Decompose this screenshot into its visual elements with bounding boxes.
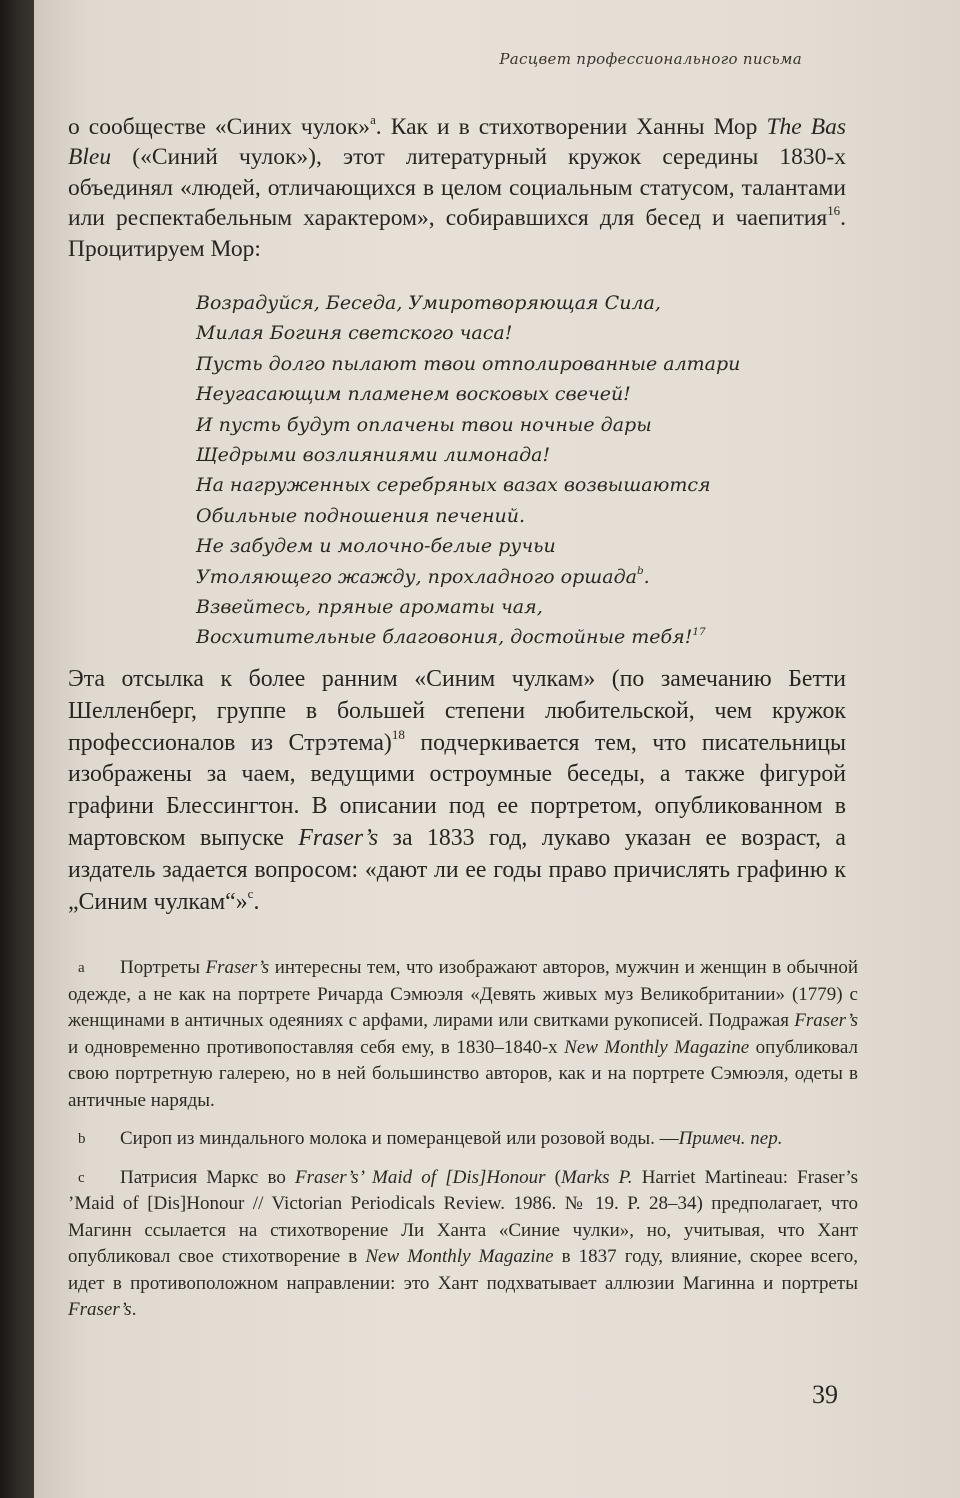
- italic-text: Примеч. пер.: [678, 1128, 783, 1149]
- work-title: The Bas Bleu: [68, 114, 846, 171]
- text: опубликовал свою портретную галерею, но в ней большинство авторов, как и на портрете Сэмюэля, одеты в античные наряды.: [68, 1036, 858, 1111]
- poem-line: И пусть будут оплачены твои ночные дары: [196, 413, 652, 436]
- text: .: [643, 565, 650, 588]
- text: («Синий чулок»), этот литературный кружок середины 1830-х объединял «людей, отличающихся в целом социальным статусом, талантами или респектабельным характером», собиравшихся для бесед и чаепития: [68, 144, 846, 232]
- book-page: [34, 0, 960, 1498]
- footnote-c: [68, 1165, 858, 1324]
- poem-line: Неугасающим пламенем восковых свечей!: [196, 383, 631, 406]
- text: о сообществе «Синих чулок»: [68, 114, 371, 140]
- footnote-ref-a: a: [370, 111, 376, 127]
- footnote-mark: c: [78, 1169, 85, 1186]
- footnotes: [68, 955, 858, 1336]
- endnote-ref-16: 16: [827, 203, 841, 219]
- text: (: [545, 1166, 561, 1188]
- footnote-ref-b: b: [636, 565, 644, 578]
- italic-text: Marks P.: [560, 1166, 633, 1188]
- text: за 1833 год, лукаво указан ее возраст, а издатель задается вопросом: «дают ли ее годы право причислять графиню к „Синим чулкам“»: [68, 824, 846, 915]
- footnote-ref-c: c: [247, 886, 254, 902]
- text: в 1837 году, влияние, скорее всего, идет в противоположном направлении: это Хант подхватывает аллюзии Магинна и портреты: [68, 1246, 859, 1294]
- text: и одновременно противопоставляя себя ему, в 1830–1840-х: [68, 1036, 565, 1058]
- poem-line: На нагруженных серебряных вазах возвышаются: [196, 474, 711, 497]
- italic-text: Fraser’s’ Maid of [Dis]Honour: [294, 1166, 546, 1188]
- footnote-mark: a: [78, 960, 85, 976]
- text: .: [253, 888, 260, 915]
- poem-line: Милая Богиня светского часа!: [196, 322, 513, 345]
- book-spine-shadow: [0, 0, 34, 1498]
- poem-line: Не забудем и молочно-белые ручьи: [196, 535, 556, 558]
- text: Эта отсылка к более ранним «Синим чулкам» (по замечанию Бетти Шелленберг, группе в большей степени любительской, чем кружок профессионалов из Стрэтема): [68, 666, 846, 756]
- footnote-a: [68, 955, 858, 1114]
- poem-line: [196, 622, 836, 652]
- footnote-mark: b: [78, 1131, 86, 1147]
- text: Патрисия Маркс во: [120, 1166, 295, 1188]
- footnote-b: [68, 1126, 858, 1153]
- poem-line: Возрадуйся, Беседа, Умиротворяющая Сила,: [196, 292, 661, 314]
- poem-line: Взвейтесь, пряные ароматы чая,: [196, 596, 543, 619]
- text: . Процитируем Мор:: [68, 205, 846, 262]
- italic-text: New Monthly Magazine: [365, 1246, 554, 1267]
- text: подчеркивается тем, что писательницы изображены за чаем, ведущими остроумные беседы, а также фигурой графини Блессингтон. В описании под ее портретом, опубликованном в мартовском выпуске: [68, 729, 846, 851]
- paragraph-2: [68, 664, 846, 918]
- text: Портреты: [120, 957, 206, 978]
- page-number: 39: [812, 1380, 838, 1409]
- italic-text: Fraser’s: [68, 1299, 132, 1320]
- poem-line: Пусть долго пылают твои отполированные алтари: [196, 352, 741, 375]
- poem-quote: [196, 288, 836, 653]
- text: .: [131, 1299, 137, 1320]
- work-title: Fraser’s: [298, 824, 379, 851]
- text: Утоляющего жажду, прохладного оршада: [196, 565, 637, 588]
- poem-line: [196, 562, 836, 592]
- italic-text: Fraser’s: [794, 1010, 858, 1031]
- text: . Как и в стихотворении Ханны Мор: [375, 114, 767, 140]
- paragraph-1: [68, 112, 846, 264]
- endnote-ref-18: 18: [391, 727, 405, 743]
- poem-line: Обильные подношения печений.: [196, 504, 525, 527]
- text: Сироп из миндального молока и померанцевой или розовой воды. —: [120, 1128, 679, 1149]
- text: Harriet Martineau: Fraser’s ’Maid of [Dis]Honour // Victorian Periodicals Review. 1986. № 19. P. 28–34) предполагает, что Магинн ссылается на стихотворение Ли Ханта «Синие чулки», но, учитывая, что Хант опубликовал свое стихотворение в: [68, 1166, 858, 1267]
- text: интересны тем, что изображают авторов, мужчин и женщин в обычной одежде, а не как на портрете Ричарда Сэмюэля «Девять живых муз Великобритании» (1779) с женщинами в античных одеяниях с арфами, лирами или свитками рукописей. Подражая: [68, 957, 858, 1031]
- running-head: Расцвет профессионального письма: [499, 50, 802, 68]
- endnote-ref-17: 17: [692, 626, 706, 639]
- poem-line: Щедрыми возлияниями лимонада!: [196, 444, 551, 467]
- text: Восхитительные благовония, достойные тебя!: [196, 626, 693, 649]
- italic-text: New Monthly Magazine: [564, 1036, 750, 1058]
- italic-text: Fraser’s: [205, 957, 270, 978]
